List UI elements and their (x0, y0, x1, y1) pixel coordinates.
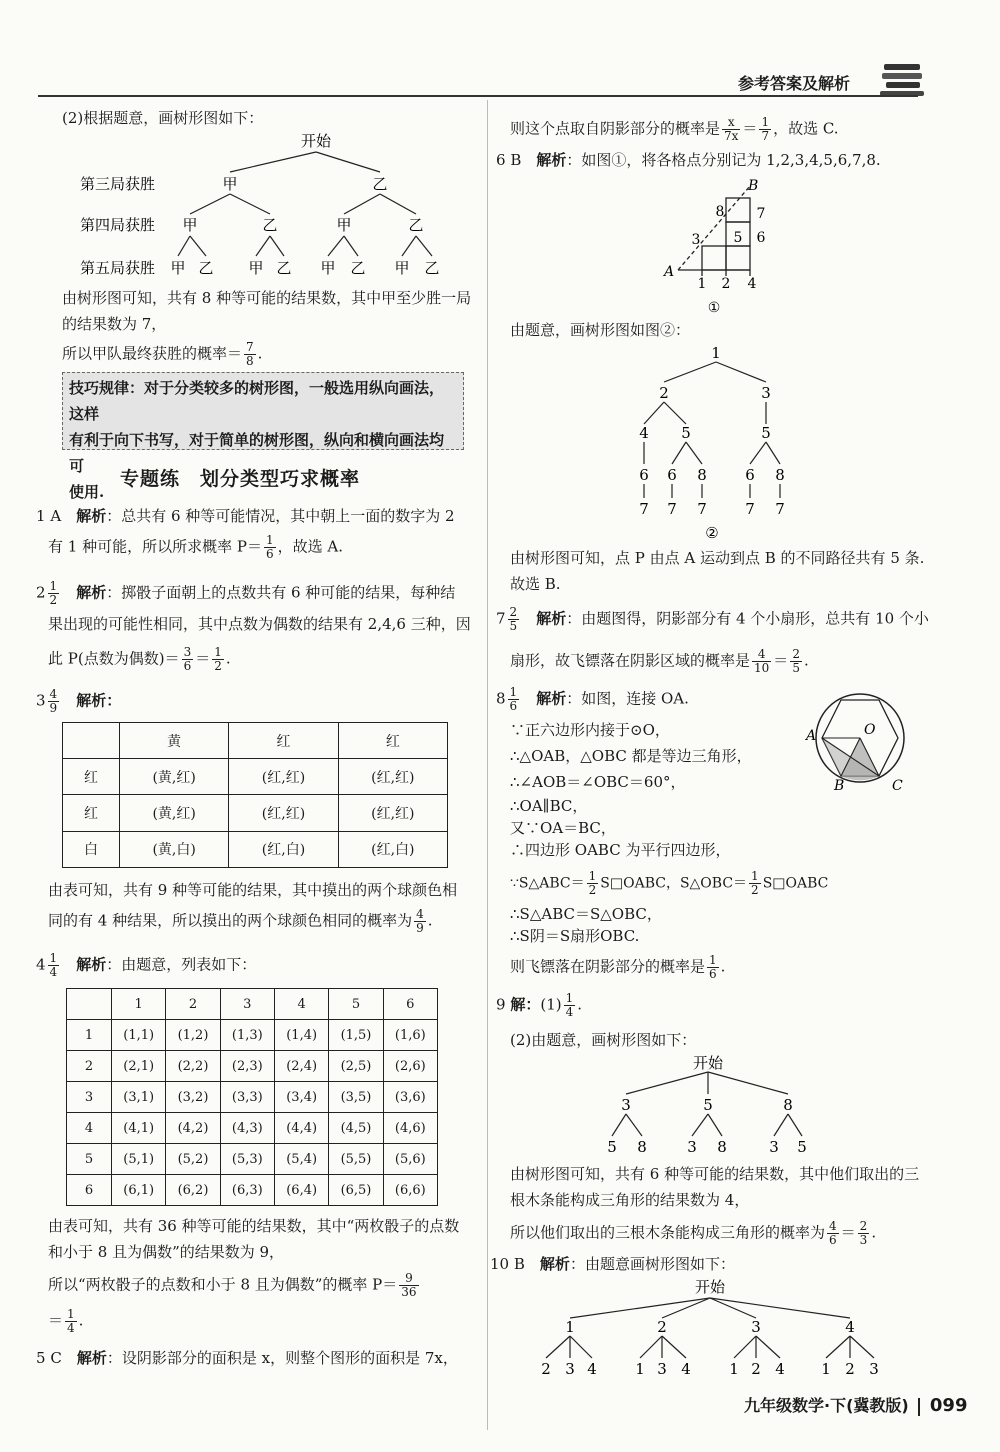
text-line: ＝ $\frac{1}{4}$ . (48, 1307, 84, 1335)
svg-text:1: 1 (565, 1318, 575, 1336)
svg-text:2: 2 (721, 276, 731, 292)
svg-text:O: O (864, 722, 876, 738)
svg-text:C: C (892, 778, 903, 794)
svg-text:1: 1 (729, 1360, 739, 1378)
header-rule (38, 95, 918, 97)
table-row: 红 (黄,红) (红,红) (红,红) (63, 759, 448, 795)
svg-text:7: 7 (697, 500, 707, 518)
text-line: ∴∠AOB＝∠OBC＝60°， (510, 773, 686, 791)
table-row: 黄 红 红 (63, 723, 448, 759)
tree-diagram-3 (590, 1050, 830, 1160)
tree1-node: 甲 (182, 216, 198, 234)
svg-text:5: 5 (681, 424, 691, 442)
svg-text:1: 1 (711, 344, 721, 362)
text-line: 的结果数为 7， (62, 315, 167, 333)
tree-diagram-2 (620, 342, 800, 542)
text-line: 由树形图可知，共有 6 种等可能的结果数，其中他们取出的三 (510, 1165, 920, 1183)
svg-text:2: 2 (751, 1360, 761, 1378)
svg-text:7: 7 (667, 500, 677, 518)
question-9: 9 解：(1) $\frac{1}{4}$ . (496, 991, 583, 1019)
svg-text:B: B (834, 778, 845, 794)
svg-text:1: 1 (697, 276, 707, 292)
question-6: 6 B 解析：如图①，将各格点分别记为 1,2,3,4,5,6,7,8. (496, 151, 881, 169)
question-1: 1 A 解析：总共有 6 种等可能情况，其中朝上一面的数字为 2 (36, 507, 455, 525)
tree1-row-label: 第五局获胜 (80, 259, 156, 277)
text-line: 同的有 4 种结果，所以摸出的两个球颜色相同的概率为 $\frac{4}{9}$ . (48, 907, 433, 935)
text-line: 扇形，故飞镖落在阴影区域的概率是 $\frac{4}{10}$ ＝ $\frac{2}{5}$ . (510, 647, 809, 675)
svg-text:A: A (806, 728, 817, 744)
text-line: 故选 B. (510, 575, 561, 593)
table-row: 5 (5,1) (5,2) (5,3) (5,4) (5,5) (5,6) (67, 1144, 438, 1175)
tree1-node: 乙 (372, 175, 388, 193)
table-row: 1 2 3 4 5 6 (67, 989, 438, 1020)
svg-text:4: 4 (639, 424, 649, 442)
svg-text:4: 4 (681, 1360, 691, 1378)
text-line: 由表可知，共有 9 种等可能的结果，其中摸出的两个球颜色相 (48, 881, 458, 899)
tree1-row-label: 第四局获胜 (80, 216, 156, 234)
svg-text:1: 1 (635, 1360, 645, 1378)
text-line: ∵S△ABC＝ $\frac{1}{2}$ S□OABC，S△OBC＝ $\frac{1}{2}$ S□OABC (510, 869, 829, 897)
footer-grade: 九年级数学 (744, 1396, 825, 1415)
tree1-start: 开始 (300, 132, 332, 150)
svg-text:8: 8 (637, 1138, 647, 1156)
text-line: 又∵OA＝BC， (510, 819, 616, 837)
svg-text:A: A (664, 264, 675, 280)
column-divider (487, 100, 488, 1430)
footer-book: 下(冀教版) (830, 1396, 909, 1415)
svg-text:3: 3 (869, 1360, 879, 1378)
tree1-node: 甲 (222, 175, 238, 193)
figure-grid-path (650, 176, 790, 316)
svg-text:1: 1 (821, 1360, 831, 1378)
svg-text:4: 4 (845, 1318, 855, 1336)
section-title: 专题练 划分类型巧求概率 (120, 468, 361, 490)
tree1-node: 甲 (320, 259, 336, 277)
fraction: $\frac{1}{2}$ (49, 579, 58, 607)
svg-text:7: 7 (745, 500, 755, 518)
svg-text:6: 6 (639, 466, 649, 484)
tree1-node: 乙 (198, 259, 214, 277)
svg-text:3: 3 (565, 1360, 575, 1378)
svg-text:6: 6 (745, 466, 755, 484)
question-10: 10 B 解析：由题意画树形图如下： (490, 1255, 735, 1273)
table-row: 4 (4,1) (4,2) (4,3) (4,4) (4,5) (4,6) (67, 1113, 438, 1144)
text-line: 由题意，画树形图如图②： (510, 321, 691, 339)
tip-label: 技巧规律： (69, 379, 145, 397)
tree-diagram-1 (60, 130, 480, 290)
svg-text:4: 4 (587, 1360, 597, 1378)
table-row: 2 (2,1) (2,2) (2,3) (2,4) (2,5) (2,6) (67, 1051, 438, 1082)
table-row: 1 (1,1) (1,2) (1,3) (1,4) (1,5) (1,6) (67, 1020, 438, 1051)
fraction: $\frac{7}{8}$ (246, 340, 254, 368)
text-line: (2)由题意，画树形图如下： (510, 1031, 697, 1049)
tree-diagram-4 (530, 1276, 890, 1386)
fraction: $\frac{1}{6}$ (265, 533, 274, 561)
svg-text:②: ② (705, 524, 719, 542)
tree1-node: 乙 (262, 216, 278, 234)
tree1-node: 甲 (336, 216, 352, 234)
svg-text:5: 5 (761, 424, 771, 442)
text-line: 由树形图可知，点 P 由点 A 运动到点 B 的不同路径共有 5 条. (510, 549, 925, 567)
svg-text:7: 7 (756, 206, 766, 222)
header-title: 参考答案及解析 (738, 74, 851, 93)
text-line: ∴OA∥BC， (510, 797, 588, 815)
svg-text:2: 2 (541, 1360, 551, 1378)
text-line: 所以“两枚骰子的点数和小于 8 且为偶数”的概率 P＝ $\frac{9}{36}$ (48, 1271, 417, 1299)
tree1-node: 乙 (408, 216, 424, 234)
text-line: 所以甲队最终获胜的概率＝ $\frac{7}{8}$ . (62, 340, 263, 368)
svg-text:6: 6 (756, 230, 766, 246)
text-line: ∴S阴＝S扇形OBC. (510, 927, 640, 945)
table-row: 白 (黄,白) (红,白) (红,白) (63, 831, 448, 867)
question-3: 3 $\frac{4}{9}$ 解析： (36, 687, 122, 715)
svg-text:7: 7 (639, 500, 649, 518)
svg-text:8: 8 (697, 466, 707, 484)
svg-text:B: B (748, 178, 759, 194)
svg-text:5: 5 (797, 1138, 807, 1156)
svg-text:3: 3 (621, 1096, 631, 1114)
svg-text:3: 3 (761, 384, 771, 402)
tree1-node: 乙 (424, 259, 440, 277)
text-line: 则飞镖落在阴影部分的概率是 $\frac{1}{6}$ . (510, 953, 726, 981)
text-line: 由树形图可知，共有 8 种等可能的结果数，其中甲至少胜一局 (62, 289, 472, 307)
table-row: 3 (3,1) (3,2) (3,3) (3,4) (3,5) (3,6) (67, 1082, 438, 1113)
question-5: 5 C 解析：设阴影部分的面积是 x，则整个图形的面积是 7x， (36, 1349, 458, 1367)
text-line: 果出现的可能性相同，其中点数为偶数的结果有 2,4,6 三种，因 (48, 615, 471, 633)
q2-intro: (2)根据题意，画树形图如下： (62, 109, 264, 127)
page-number: 099 (929, 1395, 968, 1416)
svg-text:4: 4 (747, 276, 757, 292)
svg-text:开始: 开始 (694, 1278, 726, 1296)
text-line: 此 P(点数为偶数)＝ $\frac{3}{6}$ ＝ $\frac{1}{2}$ . (48, 645, 231, 673)
svg-text:3: 3 (751, 1318, 761, 1336)
svg-text:8: 8 (715, 204, 725, 220)
table-row: 红 (黄,红) (红,红) (红,红) (63, 795, 448, 831)
text-line: ∴S△ABC＝S△OBC， (510, 905, 662, 923)
svg-text:5: 5 (703, 1096, 713, 1114)
question-8: 8 $\frac{1}{6}$ 解析：如图，连接 OA. (496, 685, 689, 713)
svg-text:4: 4 (775, 1360, 785, 1378)
tree1-node: 乙 (276, 259, 292, 277)
svg-text:5: 5 (733, 230, 743, 246)
svg-text:开始: 开始 (692, 1054, 724, 1072)
svg-text:3: 3 (769, 1138, 779, 1156)
text-line: 和小于 8 且为偶数”的结果数为 9， (48, 1243, 285, 1261)
question-2: 2 $\frac{1}{2}$ 解析：掷骰子面朝上的点数共有 6 种可能的结果，每种结 (36, 579, 456, 607)
question-4: 4 $\frac{1}{4}$ 解析：由题意，列表如下： (36, 951, 257, 979)
svg-text:2: 2 (845, 1360, 855, 1378)
svg-text:6: 6 (667, 466, 677, 484)
figure-hexagon-circle (800, 686, 920, 796)
svg-text:8: 8 (717, 1138, 727, 1156)
text-line: 所以他们取出的三根木条能构成三角形的概率为 $\frac{4}{6}$ ＝ $\frac{2}{3}$ . (510, 1219, 877, 1247)
tree1-node: 甲 (248, 259, 264, 277)
text-line: ∵正六边形内接于⊙O， (510, 721, 670, 739)
tree1-node: 乙 (350, 259, 366, 277)
svg-text:3: 3 (657, 1360, 667, 1378)
tip-box: 技巧规律：对于分类较多的树形图，一般选用纵向画法，这样 有利于向下书写，对于简单的树形图，纵向和横向画法均可 使用. (62, 372, 464, 450)
svg-text:①: ① (707, 300, 721, 316)
books-icon (880, 60, 926, 98)
svg-text:2: 2 (657, 1318, 667, 1336)
tree1-row-label: 第三局获胜 (80, 175, 156, 193)
svg-text:5: 5 (607, 1138, 617, 1156)
svg-text:3: 3 (691, 232, 701, 248)
svg-text:3: 3 (687, 1138, 697, 1156)
svg-text:7: 7 (775, 500, 785, 518)
footer: 九年级数学·下(冀教版) 099 (744, 1395, 968, 1416)
svg-text:8: 8 (783, 1096, 793, 1114)
table-dice (66, 988, 438, 1206)
text-line: 有 1 种可能，所以所求概率 P＝ $\frac{1}{6}$ ，故选 A. (48, 533, 343, 561)
svg-text:2: 2 (659, 384, 669, 402)
header (0, 0, 1000, 100)
tree1-node: 甲 (170, 259, 186, 277)
table-row: 6 (6,1) (6,2) (6,3) (6,4) (6,5) (6,6) (67, 1175, 438, 1206)
text-line: ∴△OAB，△OBC 都是等边三角形， (510, 747, 752, 765)
text-line: 由表可知，共有 36 种等可能的结果数，其中“两枚骰子的点数 (48, 1217, 460, 1235)
text-line: 根木条能构成三角形的结果数为 4， (510, 1191, 750, 1209)
svg-text:8: 8 (775, 466, 785, 484)
text-line: ∴四边形 OABC 为平行四边形， (510, 841, 731, 859)
question-7: 7 $\frac{2}{5}$ 解析：由题图得，阴影部分有 4 个小扇形，总共有 10 个小 (496, 605, 929, 633)
tree1-node: 甲 (394, 259, 410, 277)
text-line: 则这个点取自阴影部分的概率是 $\frac{x}{7x}$ ＝ $\frac{1}{7}$ ，故选 C. (510, 115, 839, 143)
table-colors (62, 722, 448, 868)
